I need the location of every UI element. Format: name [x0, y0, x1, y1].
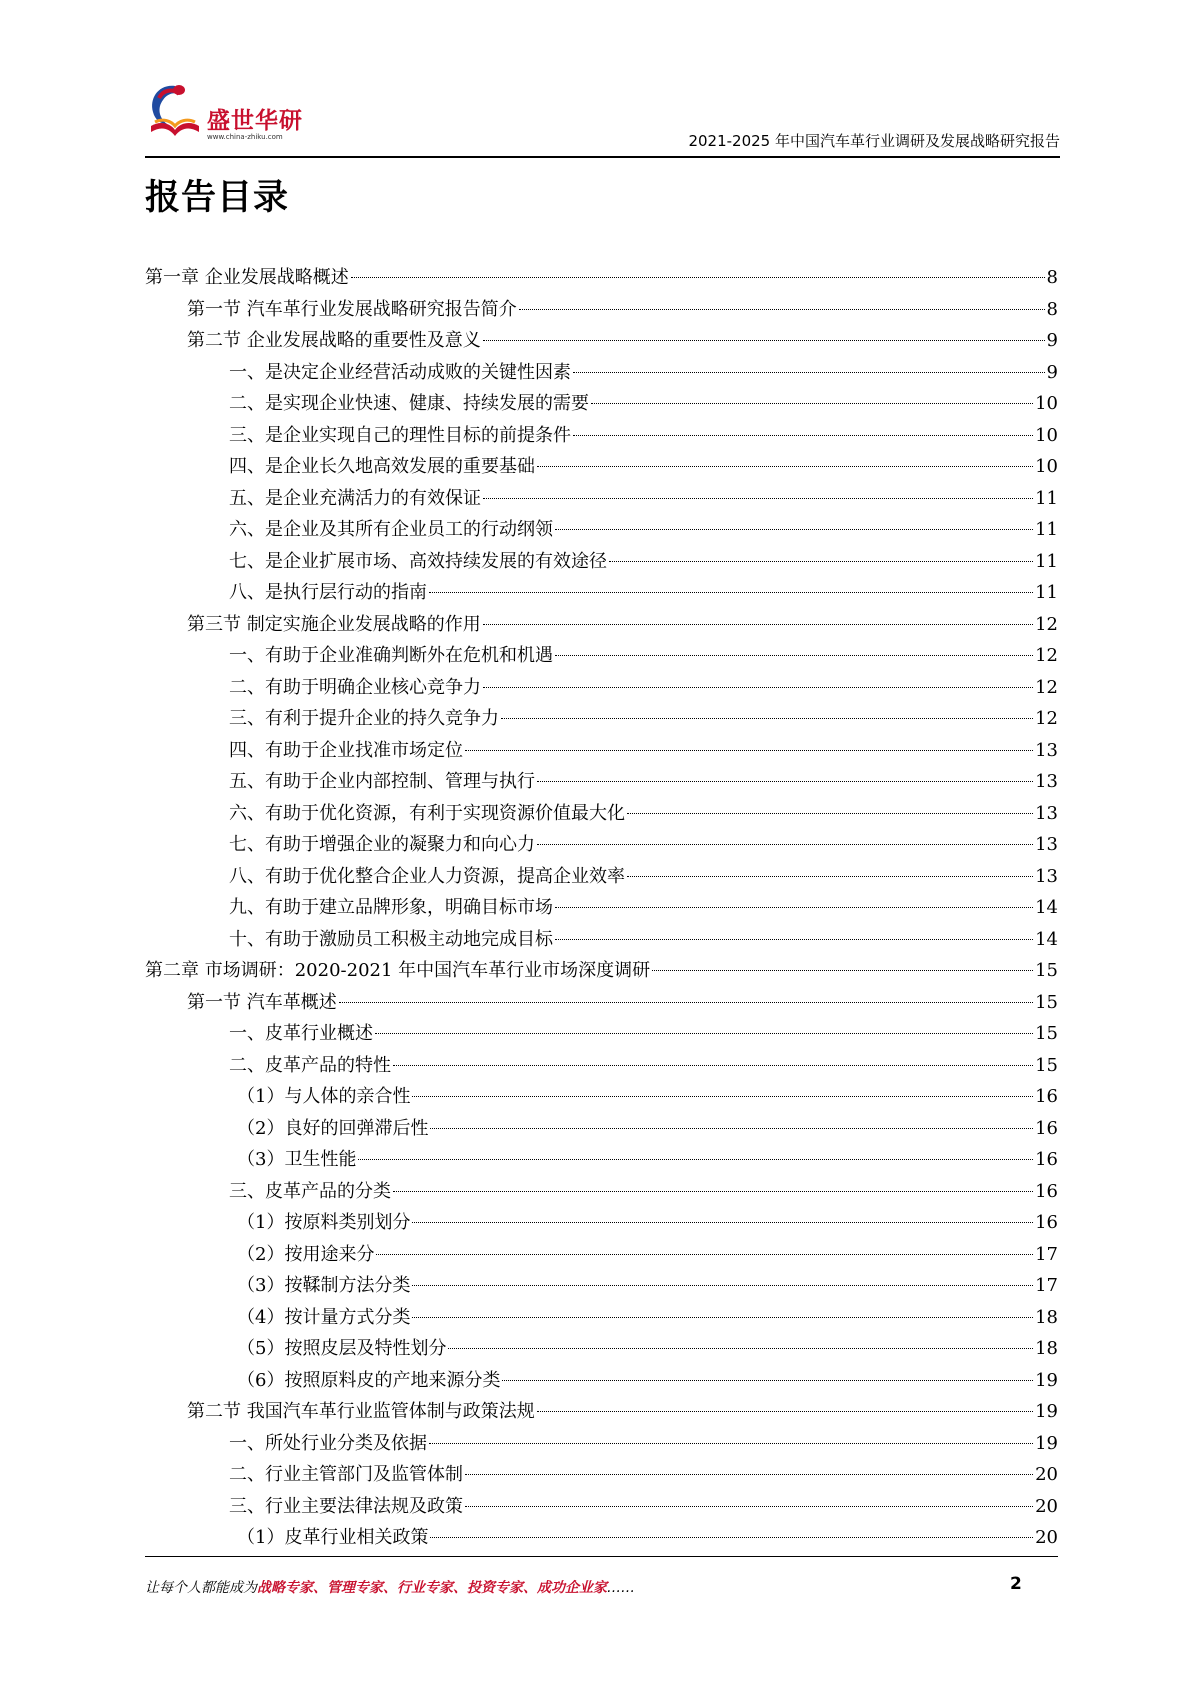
toc-entry[interactable]	[145, 483, 1058, 515]
toc-entry[interactable]	[145, 1113, 1058, 1145]
toc-entry-title: 六、是企业及其所有企业员工的行动纲领	[229, 519, 553, 540]
toc-entry-title: 三、有利于提升企业的持久竞争力	[229, 708, 499, 729]
toc-entry-page: 14	[1035, 897, 1058, 918]
toc-dot-leader	[483, 498, 1033, 499]
toc-entry[interactable]	[145, 1207, 1058, 1239]
toc-entry-page: 8	[1046, 267, 1058, 288]
toc-entry-title: 三、是企业实现自己的理性目标的前提条件	[229, 424, 571, 446]
toc-dot-leader	[573, 435, 1033, 436]
toc-entry[interactable]	[145, 766, 1058, 798]
toc-entry-page: 11	[1035, 487, 1058, 509]
toc-dot-leader	[429, 592, 1033, 593]
toc-entry-page: 19	[1035, 1401, 1058, 1422]
toc-entry-title: 六、有助于优化资源，有利于实现资源价值最大化	[229, 802, 625, 824]
toc-entry-title: 第一节 汽车革行业发展战略研究报告简介	[187, 298, 517, 320]
toc-entry-page: 20	[1035, 1527, 1058, 1548]
toc-entry[interactable]	[145, 609, 1058, 641]
toc-dot-leader	[393, 1065, 1033, 1066]
toc-entry-page: 11	[1035, 582, 1058, 603]
toc-entry[interactable]	[145, 1144, 1058, 1176]
toc-entry[interactable]	[145, 294, 1058, 326]
toc-dot-leader	[591, 403, 1033, 404]
toc-entry-title: 第二章 市场调研：2020-2021 年中国汽车革行业市场深度调研	[145, 960, 651, 981]
table-of-contents	[145, 262, 1058, 1554]
toc-entry-title: 五、是企业充满活力的有效保证	[229, 487, 481, 509]
toc-entry-title: 八、是执行层行动的指南	[229, 582, 427, 603]
toc-entry-page: 18	[1035, 1338, 1058, 1359]
toc-dot-leader	[393, 1191, 1033, 1192]
toc-dot-leader	[502, 1380, 1033, 1381]
toc-entry[interactable]	[145, 861, 1058, 893]
toc-entry-title: 四、是企业长久地高效发展的重要基础	[229, 456, 535, 477]
toc-entry[interactable]	[145, 924, 1058, 956]
toc-entry[interactable]	[145, 1081, 1058, 1113]
toc-entry-title: 七、是企业扩展市场、高效持续发展的有效途径	[229, 550, 607, 572]
toc-entry-page: 16	[1035, 1180, 1058, 1202]
toc-entry-title: 七、有助于增强企业的凝聚力和向心力	[229, 834, 535, 855]
toc-entry-page: 15	[1035, 960, 1058, 981]
toc-dot-leader	[430, 1537, 1033, 1538]
toc-entry-title: 第二节 企业发展战略的重要性及意义	[187, 330, 481, 351]
toc-entry-page: 19	[1035, 1432, 1058, 1454]
toc-dot-leader	[627, 813, 1033, 814]
toc-entry[interactable]	[145, 987, 1058, 1019]
toc-entry[interactable]	[145, 546, 1058, 578]
company-logo	[145, 80, 325, 150]
toc-entry-title: 一、所处行业分类及依据	[229, 1432, 427, 1454]
toc-dot-leader	[483, 340, 1045, 341]
toc-entry-title: 第一节 汽车革概述	[187, 991, 337, 1013]
toc-dot-leader	[555, 939, 1033, 940]
toc-entry[interactable]	[145, 735, 1058, 767]
toc-dot-leader	[483, 624, 1033, 625]
toc-entry[interactable]	[145, 1270, 1058, 1302]
toc-entry[interactable]	[145, 1050, 1058, 1082]
toc-entry-page: 17	[1035, 1243, 1058, 1265]
page-number: 2	[1010, 1574, 1022, 1594]
toc-entry[interactable]	[145, 798, 1058, 830]
toc-dot-leader	[501, 718, 1033, 719]
toc-entry-page: 20	[1035, 1464, 1058, 1485]
page-header	[145, 80, 1060, 158]
toc-entry[interactable]	[145, 703, 1058, 735]
toc-entry[interactable]	[145, 577, 1058, 609]
toc-entry-page: 11	[1035, 550, 1058, 572]
toc-dot-leader	[465, 750, 1033, 751]
toc-entry[interactable]	[145, 1428, 1058, 1460]
toc-entry-page: 10	[1035, 393, 1058, 414]
toc-entry-page: 9	[1046, 330, 1058, 351]
toc-entry[interactable]	[145, 1302, 1058, 1334]
toc-entry-page: 17	[1035, 1275, 1058, 1296]
toc-dot-leader	[555, 529, 1033, 530]
footer-slogan	[145, 1577, 635, 1597]
toc-entry[interactable]	[145, 892, 1058, 924]
toc-entry-title: （1）按原料类别划分	[237, 1212, 411, 1233]
toc-entry[interactable]	[145, 1176, 1058, 1208]
toc-entry-page: 15	[1035, 991, 1058, 1013]
toc-dot-leader	[519, 309, 1045, 310]
footer-slogan-highlight: 战略专家、管理专家、行业专家、投资专家、成功企业家	[257, 1580, 607, 1596]
toc-entry-title: （4）按计量方式分类	[237, 1306, 411, 1328]
toc-entry[interactable]	[145, 829, 1058, 861]
toc-entry-page: 19	[1035, 1369, 1058, 1391]
toc-entry-page: 16	[1035, 1212, 1058, 1233]
toc-entry-title: 三、皮革产品的分类	[229, 1180, 391, 1202]
toc-dot-leader	[448, 1348, 1033, 1349]
page-title: 报告目录	[145, 178, 290, 218]
toc-entry-page: 12	[1035, 645, 1058, 666]
toc-entry-title: （1）皮革行业相关政策	[237, 1527, 429, 1548]
toc-entry-page: 15	[1035, 1054, 1058, 1076]
toc-entry-page: 12	[1035, 676, 1058, 698]
toc-entry-page: 9	[1046, 361, 1058, 383]
toc-dot-leader	[573, 372, 1045, 373]
toc-entry[interactable]	[145, 672, 1058, 704]
toc-entry-page: 12	[1035, 613, 1058, 635]
toc-entry[interactable]	[145, 357, 1058, 389]
toc-entry[interactable]	[145, 1491, 1058, 1523]
toc-entry-page: 16	[1035, 1149, 1058, 1170]
toc-dot-leader	[430, 1128, 1033, 1129]
toc-entry[interactable]	[145, 1333, 1058, 1365]
toc-entry-page: 14	[1035, 928, 1058, 950]
toc-dot-leader	[412, 1222, 1033, 1223]
toc-entry[interactable]	[145, 1522, 1058, 1554]
toc-entry-page: 20	[1035, 1495, 1058, 1517]
toc-dot-leader	[412, 1317, 1033, 1318]
toc-dot-leader	[537, 1411, 1033, 1412]
toc-dot-leader	[429, 1443, 1033, 1444]
toc-entry-title: 一、皮革行业概述	[229, 1023, 373, 1044]
toc-dot-leader	[555, 655, 1033, 656]
toc-entry-page: 10	[1035, 456, 1058, 477]
toc-entry[interactable]	[145, 388, 1058, 420]
footer-slogan-suffix: ……	[607, 1580, 635, 1596]
toc-dot-leader	[358, 1159, 1033, 1160]
toc-entry[interactable]	[145, 1239, 1058, 1271]
toc-entry-title: 二、皮革产品的特性	[229, 1054, 391, 1076]
toc-entry-title: （2）良好的回弹滞后性	[237, 1117, 429, 1139]
toc-dot-leader	[483, 687, 1033, 688]
toc-entry-page: 10	[1035, 424, 1058, 446]
toc-entry-title: 第三节 制定实施企业发展战略的作用	[187, 613, 481, 635]
toc-entry-page: 16	[1035, 1086, 1058, 1107]
toc-entry-page: 18	[1035, 1306, 1058, 1328]
report-title: 2021-2025 年中国汽车革行业调研及发展战略研究报告	[688, 132, 1060, 150]
toc-entry[interactable]	[145, 262, 1058, 294]
toc-dot-leader	[412, 1096, 1033, 1097]
toc-entry[interactable]	[145, 955, 1058, 987]
toc-entry-title: 第一章 企业发展战略概述	[145, 267, 349, 288]
toc-entry-title: 一、是决定企业经营活动成败的关键性因素	[229, 361, 571, 383]
toc-dot-leader	[465, 1506, 1033, 1507]
toc-entry-title: 一、有助于企业准确判断外在危机和机遇	[229, 645, 553, 666]
toc-entry-title: 三、行业主要法律法规及政策	[229, 1495, 463, 1517]
toc-entry-title: 二、是实现企业快速、健康、持续发展的需要	[229, 393, 589, 414]
toc-dot-leader	[555, 907, 1033, 908]
logo-url: www.china-zhiku.com	[207, 133, 283, 141]
toc-entry-title: 第二节 我国汽车革行业监管体制与政策法规	[187, 1401, 535, 1422]
toc-entry[interactable]	[145, 420, 1058, 452]
toc-dot-leader	[465, 1474, 1033, 1475]
toc-entry-title: （1）与人体的亲合性	[237, 1086, 411, 1107]
toc-entry[interactable]	[145, 451, 1058, 483]
toc-entry-page: 16	[1035, 1117, 1058, 1139]
toc-entry-title: （3）卫生性能	[237, 1149, 357, 1170]
toc-entry[interactable]	[145, 1459, 1058, 1491]
toc-dot-leader	[375, 1033, 1033, 1034]
header-divider	[145, 156, 1060, 158]
toc-entry[interactable]	[145, 514, 1058, 546]
toc-dot-leader	[351, 277, 1045, 278]
footer-slogan-prefix: 让每个人都能成为	[145, 1580, 257, 1596]
toc-entry-page: 8	[1046, 298, 1058, 320]
toc-entry-title: 八、有助于优化整合企业人力资源，提高企业效率	[229, 865, 625, 887]
toc-entry-title: 十、有助于激励员工积极主动地完成目标	[229, 928, 553, 950]
toc-entry-title: 二、有助于明确企业核心竞争力	[229, 676, 481, 698]
toc-entry-title: 五、有助于企业内部控制、管理与执行	[229, 771, 535, 792]
toc-dot-leader	[609, 561, 1033, 562]
toc-entry-page: 13	[1035, 739, 1058, 761]
toc-entry-title: （5）按照皮层及特性划分	[237, 1338, 447, 1359]
toc-entry-page: 13	[1035, 802, 1058, 824]
toc-entry-title: 四、有助于企业找准市场定位	[229, 739, 463, 761]
logo-emblem-icon	[145, 80, 205, 142]
toc-entry[interactable]	[145, 640, 1058, 672]
toc-entry-page: 11	[1035, 519, 1058, 540]
logo-name: 盛世华研	[207, 108, 303, 134]
toc-dot-leader	[537, 844, 1033, 845]
toc-entry-page: 13	[1035, 865, 1058, 887]
toc-entry[interactable]	[145, 325, 1058, 357]
toc-entry-page: 12	[1035, 708, 1058, 729]
footer-divider	[145, 1556, 1058, 1557]
toc-dot-leader	[627, 876, 1033, 877]
toc-entry[interactable]	[145, 1018, 1058, 1050]
toc-entry-page: 13	[1035, 834, 1058, 855]
toc-entry-page: 13	[1035, 771, 1058, 792]
toc-dot-leader	[537, 466, 1033, 467]
toc-entry[interactable]	[145, 1365, 1058, 1397]
toc-entry-title: （2）按用途来分	[237, 1243, 375, 1265]
toc-dot-leader	[652, 970, 1033, 971]
toc-entry-title: （6）按照原料皮的产地来源分类	[237, 1369, 501, 1391]
toc-dot-leader	[537, 781, 1033, 782]
toc-entry[interactable]	[145, 1396, 1058, 1428]
toc-dot-leader	[339, 1002, 1033, 1003]
toc-entry-title: 九、有助于建立品牌形象，明确目标市场	[229, 897, 553, 918]
toc-entry-title: 二、行业主管部门及监管体制	[229, 1464, 463, 1485]
toc-entry-title: （3）按鞣制方法分类	[237, 1275, 411, 1296]
toc-dot-leader	[376, 1254, 1033, 1255]
toc-dot-leader	[412, 1285, 1033, 1286]
toc-entry-page: 15	[1035, 1023, 1058, 1044]
